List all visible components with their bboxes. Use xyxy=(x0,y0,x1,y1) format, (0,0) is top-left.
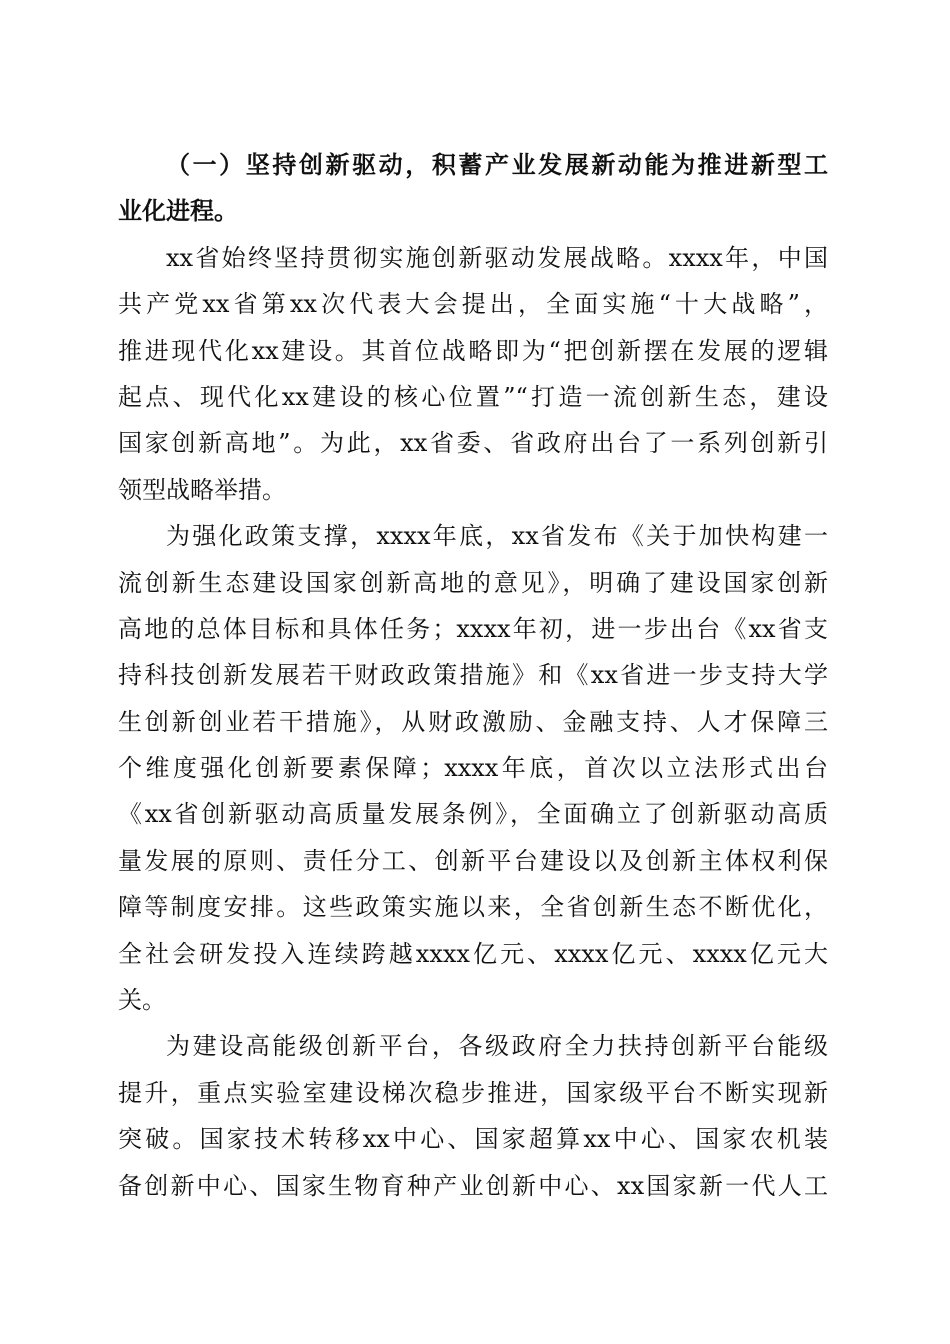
paragraph-line: 共产党xx省第xx次代表大会提出，全面实施“十大战略”， xyxy=(118,290,828,319)
paragraph-innovation-strategy xyxy=(118,235,828,513)
paragraph-line: 障等制度安排。这些政策实施以来，全省创新生态不断优化， xyxy=(118,893,828,922)
paragraph-line: 《xx省创新驱动高质量发展条例》，全面确立了创新驱动高质 xyxy=(118,800,828,829)
heading-line: （一）坚持创新驱动，积蓄产业发展新动能为推进新型工 xyxy=(166,150,828,179)
paragraph-line: 生创新创业若干措施》，从财政激励、金融支持、人才保障三 xyxy=(118,707,828,736)
paragraph-innovation-platforms xyxy=(118,1023,828,1209)
paragraph-line: 量发展的原则、责任分工、创新平台建设以及创新主体权利保 xyxy=(118,846,828,875)
paragraph-line: 持科技创新发展若干财政政策措施》和《xx省进一步支持大学 xyxy=(118,661,828,690)
document-body xyxy=(118,142,828,1209)
paragraph-line: 备创新中心、国家生物育种产业创新中心、xx国家新一代人工 xyxy=(118,1171,828,1200)
paragraph-line: 推进现代化xx建设。其首位战略即为“把创新摆在发展的逻辑 xyxy=(118,336,828,365)
section-heading xyxy=(118,142,828,235)
paragraph-line: 为建设高能级创新平台，各级政府全力扶持创新平台能级 xyxy=(166,1032,828,1061)
paragraph-line: 为强化政策支撑，xxxx年底，xx省发布《关于加快构建一 xyxy=(166,522,828,551)
heading-line: 业化进程。 xyxy=(118,196,238,226)
paragraph-line: 关。 xyxy=(118,986,166,1015)
paragraph-line: 高地的总体目标和具体任务；xxxx年初，进一步出台《xx省支 xyxy=(118,614,828,643)
paragraph-line: 个维度强化创新要素保障；xxxx年底，首次以立法形式出台 xyxy=(118,754,828,783)
paragraph-policy-support xyxy=(118,513,828,1023)
paragraph-line: 提升，重点实验室建设梯次稳步推进，国家级平台不断实现新 xyxy=(118,1078,828,1107)
paragraph-line: 国家创新高地”。为此，xx省委、省政府出台了一系列创新引 xyxy=(118,429,828,458)
paragraph-line: 流创新生态建设国家创新高地的意见》，明确了建设国家创新 xyxy=(118,568,828,597)
paragraph-line: 起点、现代化xx建设的核心位置”“打造一流创新生态，建设 xyxy=(118,382,828,411)
paragraph-line: xx省始终坚持贯彻实施创新驱动发展战略。xxxx年，中国 xyxy=(166,243,828,272)
paragraph-line: 全社会研发投入连续跨越xxxx亿元、xxxx亿元、xxxx亿元大 xyxy=(118,939,828,968)
paragraph-line: 突破。国家技术转移xx中心、国家超算xx中心、国家农机装 xyxy=(118,1125,828,1154)
paragraph-line: 领型战略举措。 xyxy=(118,475,286,504)
